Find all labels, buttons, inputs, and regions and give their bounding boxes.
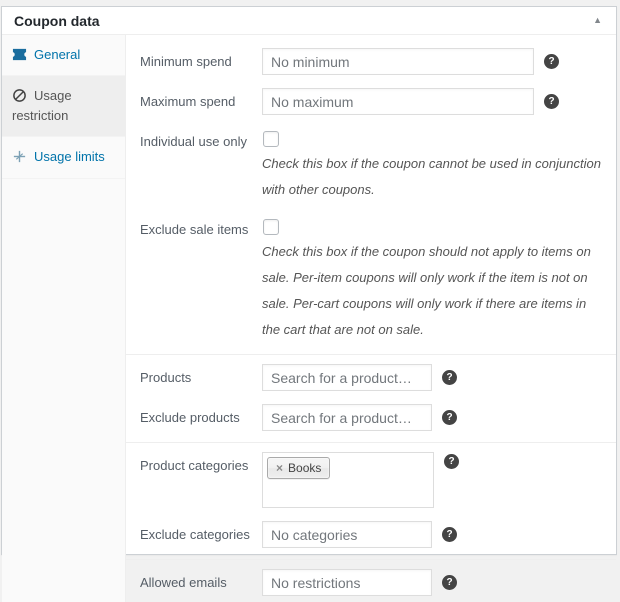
product-categories-multiselect[interactable]	[262, 452, 434, 508]
category-tag	[267, 457, 330, 479]
help-icon[interactable]: ?	[442, 370, 457, 385]
maximum-spend-input[interactable]	[262, 88, 534, 115]
exclude-sale-items-label: Exclude sale items	[140, 222, 249, 237]
products-search-input[interactable]	[262, 364, 432, 391]
usage-limits-icon	[12, 149, 27, 164]
products-label: Products	[140, 370, 192, 385]
help-icon[interactable]: ?	[442, 410, 457, 425]
section-divider	[126, 442, 616, 443]
section-divider	[126, 559, 616, 560]
exclude-categories-label: Exclude categories	[140, 527, 250, 542]
usage-restriction-panel	[126, 35, 616, 602]
help-icon[interactable]: ?	[544, 94, 559, 109]
allowed-emails-input[interactable]	[262, 569, 432, 596]
tab-general[interactable]	[2, 35, 125, 76]
individual-use-row	[126, 121, 616, 209]
tab-usage-limits[interactable]	[2, 137, 125, 178]
product-categories-label: Product categories	[140, 458, 249, 473]
help-icon[interactable]: ?	[442, 527, 457, 542]
exclude-categories-row	[126, 514, 616, 554]
tab-usage-limits-label: Usage limits	[34, 149, 105, 165]
product-categories-row	[126, 445, 616, 514]
exclude-sale-items-description: Check this box if the coupon should not apply to items on sale. Per-item coupons will only work if the item is not on sale. Per-cart coupons will only work if there are items in the cart that are not on sale.	[262, 244, 591, 337]
exclude-products-label: Exclude products	[140, 410, 240, 425]
panel-wrap	[2, 35, 616, 602]
metabox-header	[2, 7, 616, 35]
exclude-sale-items-checkbox[interactable]	[263, 219, 279, 235]
coupon-tabs-sidebar	[2, 35, 126, 602]
exclude-categories-input[interactable]	[262, 521, 432, 548]
help-icon[interactable]: ?	[544, 54, 559, 69]
exclude-products-search-input[interactable]	[262, 404, 432, 431]
coupon-data-metabox	[1, 6, 617, 590]
maximum-spend-row	[126, 81, 616, 121]
minimum-spend-row	[126, 41, 616, 81]
products-row	[126, 357, 616, 397]
section-divider	[126, 354, 616, 355]
coupon-ticket-icon	[12, 47, 27, 62]
tab-usage-restriction-label: Usage restriction	[12, 88, 72, 124]
metabox-title: Coupon data	[14, 12, 100, 29]
individual-use-label: Individual use only	[140, 134, 247, 149]
individual-use-checkbox[interactable]	[263, 131, 279, 147]
tab-general-label: General	[34, 47, 81, 62]
exclude-sale-items-row	[126, 209, 616, 349]
allowed-emails-row	[126, 562, 616, 602]
minimum-spend-label: Minimum spend	[140, 54, 232, 69]
category-tag-label: Books	[288, 461, 322, 475]
circle-slash-icon	[12, 88, 27, 103]
help-icon[interactable]: ?	[444, 454, 459, 469]
individual-use-description: Check this box if the coupon cannot be used in conjunction with other coupons.	[262, 156, 601, 197]
help-icon[interactable]: ?	[442, 575, 457, 590]
minimum-spend-input[interactable]	[262, 48, 534, 75]
allowed-emails-label: Allowed emails	[140, 575, 227, 590]
exclude-products-row	[126, 397, 616, 437]
remove-tag-icon[interactable]: ×	[276, 461, 284, 475]
collapse-toggle-icon[interactable]: ▲	[591, 12, 604, 29]
tab-usage-restriction[interactable]	[2, 76, 125, 137]
maximum-spend-label: Maximum spend	[140, 94, 236, 109]
